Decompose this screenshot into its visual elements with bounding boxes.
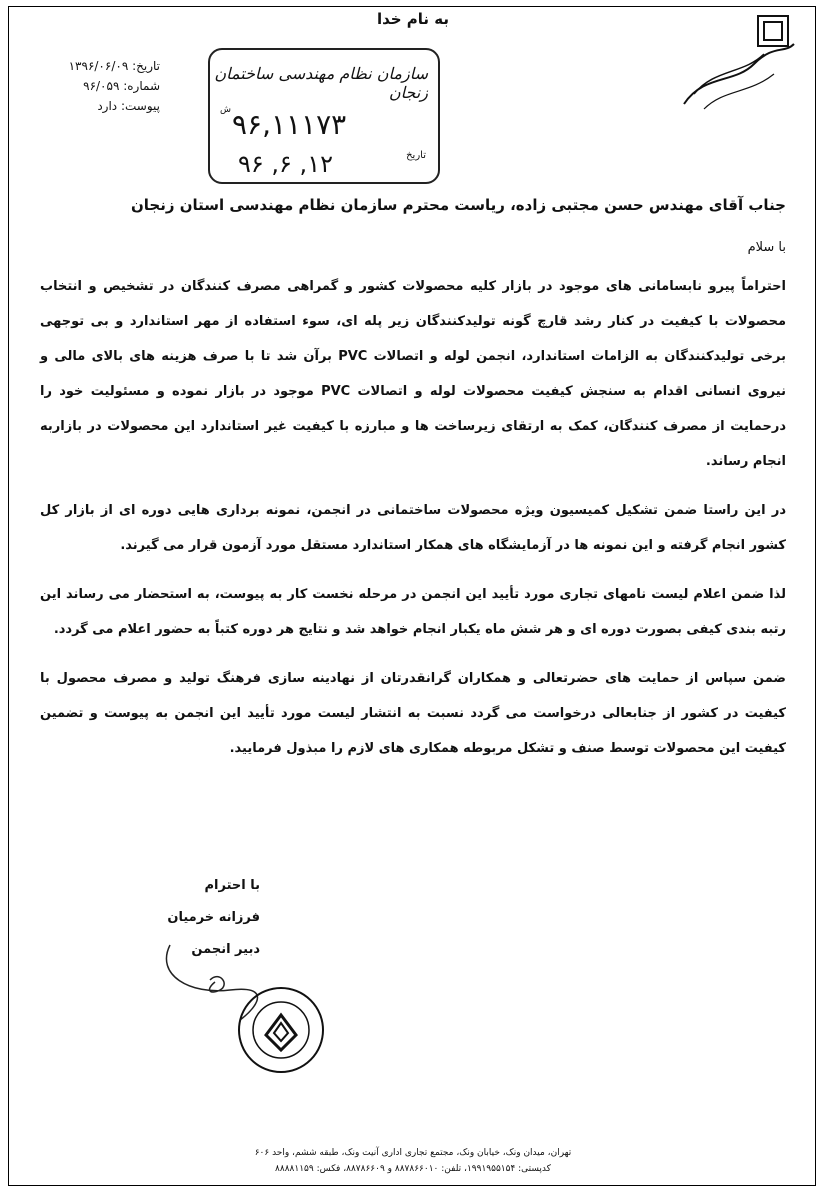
- paragraph-2: در این راستا ضمن تشکیل کمیسیون ویژه محصولات ساختمانی در انجمن، نمونه برداری هایی دوره ای از بازار کل کشور انجام گرفته و این نمونه ها در آزمایشگاه های همکار استاندارد مستقل مورد آزمون قرار می گیرند.: [40, 503, 786, 553]
- stamp-number-label: ش: [220, 105, 231, 115]
- association-logo: [674, 14, 804, 114]
- letter-body: [40, 190, 786, 779]
- paragraph-4: ضمن سپاس از حمایت های حضرتعالی و همکاران گرانقدرتان از نهادینه سازی فرهنگ تولید و مصرف محصول با کیفیت در کشور از جنابعالی درخواست می گردد نسبت به انتشار لیست مورد تأیید این انجمن به پیوست و تضمین کیفیت این محصولات توسط صنف و تشکل مربوطه همکاری های لازم را مبذول فرمایید.: [40, 671, 786, 756]
- addressee: جناب آقای مهندس حسن مجتبی زاده، ریاست محترم سازمان نظام مهندسی استان زنجان: [131, 196, 786, 214]
- paragraph-1: احتراماً پیرو نابسامانی های موجود در بازار کلیه محصولات کشور و گمراهی مصرف کنندگان در تشخیص و انتخاب محصولات با کیفیت در کنار رشد قارچ گونه تولیدکنندگان زیر پله ای، سوء استفاده از مهر استاندارد و بی توجهی برخی تولیدکنندگان به الزامات استاندارد، انجمن لوله و اتصالات PVC برآن شد تا با صرف هزینه های بالای مالی و نیروی انسانی اقدام به سنجش کیفیت محصولات لوله و اتصالات PVC موجود در بازار نموده و مسئولیت خود را درحمایت از مصرف کنندگان، کمک به ارتقای زیرساخت ها و مبارزه با کیفیت غیر استاندارد این محصولات در بازاربه انجام رساند.: [40, 279, 787, 469]
- footer-address: تهران، میدان ونک، خیابان ونک، مجتمع تجاری اداری آنیت ونک، طبقه ششم، واحد ۶۰۶: [254, 1148, 572, 1158]
- stamp-org: سازمان نظام مهندسی ساختمان زنجان: [214, 64, 428, 102]
- letter-number: شماره: ۹۶/۰۵۹: [83, 79, 160, 93]
- signature-title: دبیر انجمن: [191, 942, 260, 957]
- paragraph-3: لذا ضمن اعلام لیست نامهای تجاری مورد تأیید این انجمن در مرحله نخست کار به پیوست، به استحضار می رساند این رتبه بندی کیفی بصورت دوره ای و هر شش ماه یکبار انجام خواهد شد و نتایج هر دوره کتباً به حضور اعلام می گردد.: [40, 587, 786, 637]
- logo-icon: [674, 14, 804, 114]
- signature-closing: با احترام: [204, 878, 260, 893]
- footer-contact: کدپستی: ۱۹۹۱۹۵۵۱۵۴، تلفن: ۸۸۷۸۶۶۰۱۰ و ۸۸۷۸۶۶۰۹، فکس: ۸۸۸۸۱۱۵۹: [275, 1164, 551, 1174]
- signature-name: فرزانه خرمیان: [167, 910, 260, 925]
- letter-meta: [50, 56, 160, 116]
- stamp-date-label: تاریخ: [406, 150, 426, 161]
- received-stamp: [208, 48, 440, 184]
- association-seal-icon: [236, 985, 326, 1075]
- letter-date: تاریخ: ۱۳۹۶/۰۶/۰۹: [68, 59, 160, 73]
- letter-footer: [0, 1145, 826, 1177]
- basmala-heading: به نام خدا: [376, 10, 450, 28]
- letter-attachment: پیوست: دارد: [97, 99, 160, 113]
- greeting: با سلام: [747, 240, 786, 255]
- stamp-date: ۹۶ ,۶ ,۱۲: [238, 150, 333, 178]
- stamp-number: ۹۶,۱۱۱۷۳: [232, 108, 347, 141]
